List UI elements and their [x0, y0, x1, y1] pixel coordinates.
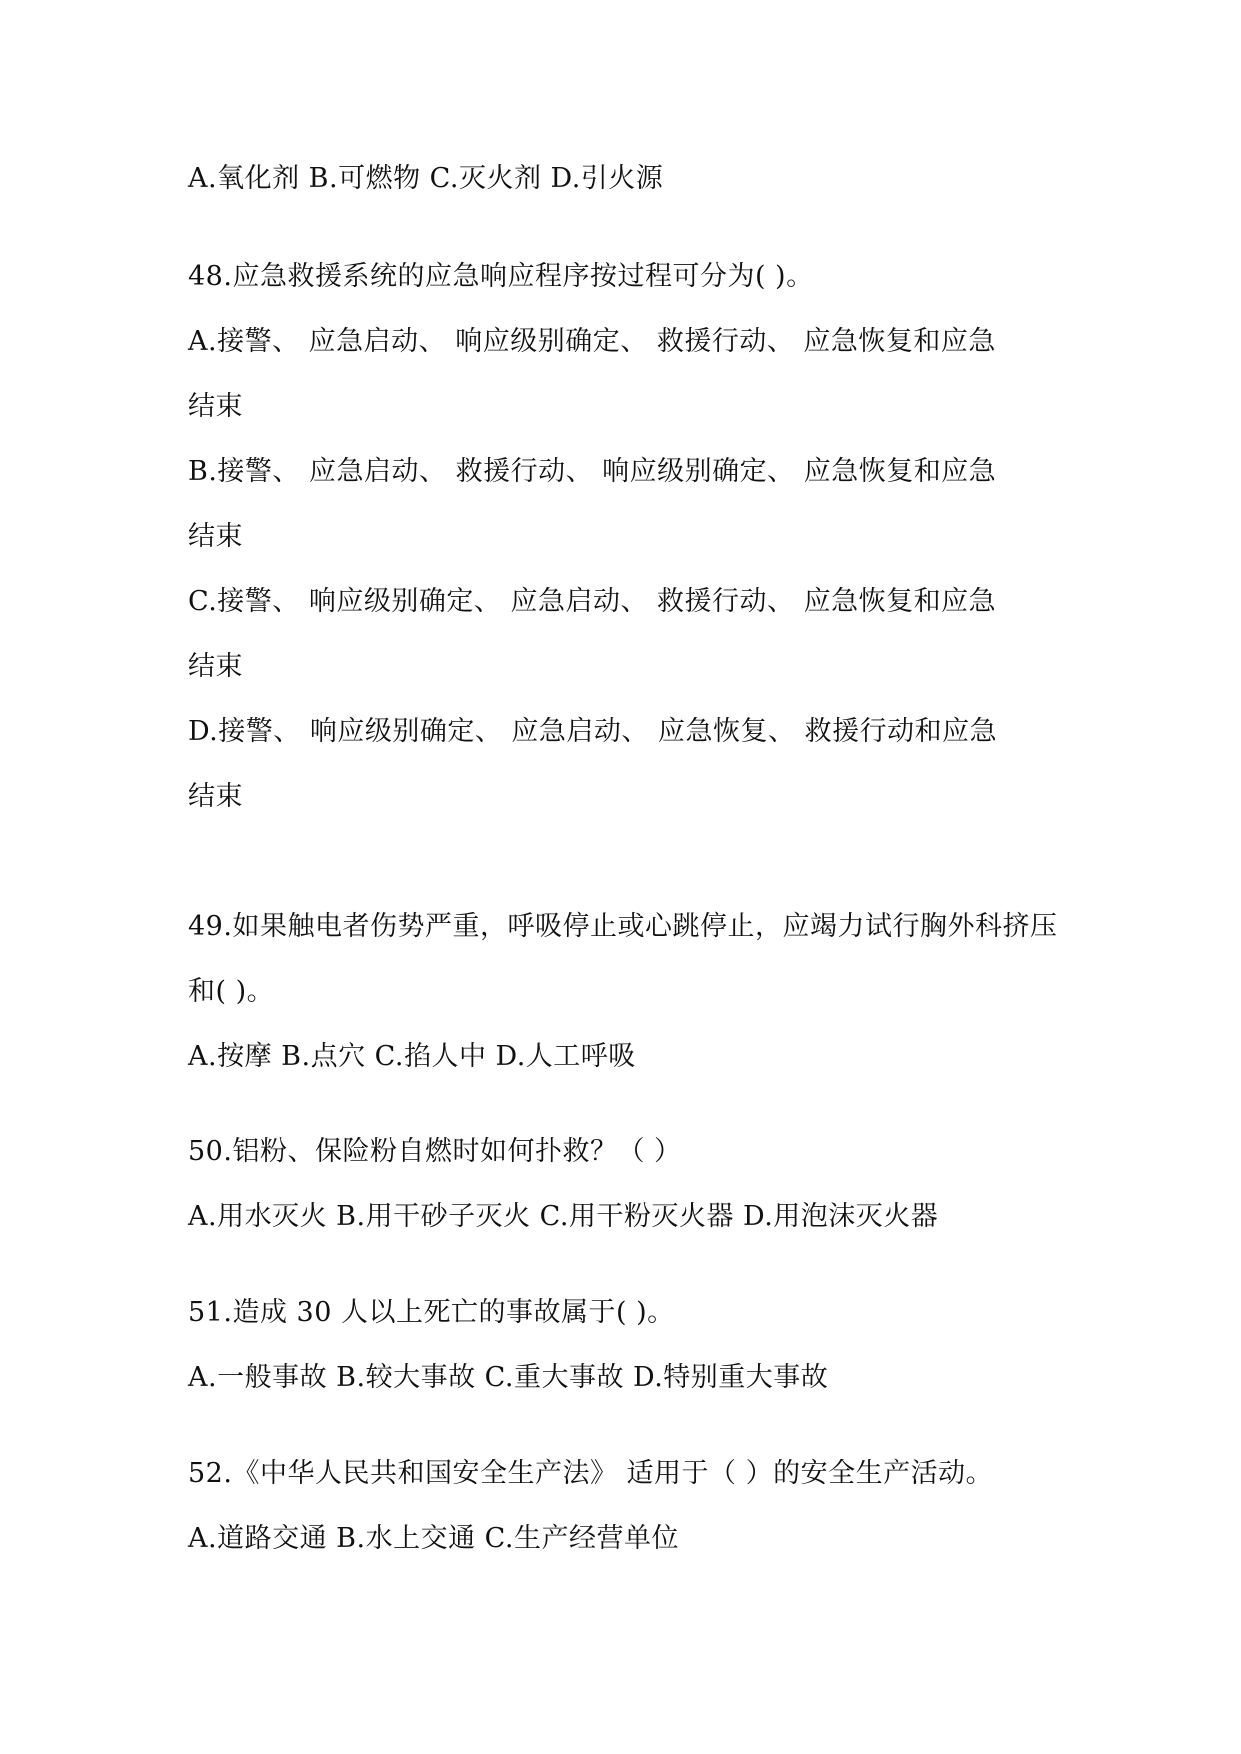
q52-stem: 52.《中华人民共和国安全生产法》 适用于（ ）的安全生产活动。 [188, 1458, 994, 1489]
q51-options: A.一般事故 B.较大事故 C.重大事故 D.特别重大事故 [188, 1362, 829, 1393]
q50-options: A.用水灭火 B.用干砂子灭火 C.用干粉灭火器 D.用泡沫灭火器 [188, 1201, 939, 1232]
q50-stem: 50.铝粉、保险粉自燃时如何扑救？（ ） [188, 1136, 682, 1167]
q49-stem: 49.如果触电者伤势严重，呼吸停止或心跳停止，应竭力试行胸外科挤压 [188, 911, 1058, 942]
q48-option-a: A.接警、 应急启动、 响应级别确定、 救援行动、 应急恢复和应急 [188, 326, 996, 357]
q48-option-d: D.接警、 响应级别确定、 应急启动、 应急恢复、 救援行动和应急 [188, 716, 998, 747]
q48-option-d-continued: 结束 [188, 781, 243, 812]
q47-options: A.氧化剂 B.可燃物 C.灭火剂 D.引火源 [188, 163, 664, 194]
q48-option-b-continued: 结束 [188, 521, 243, 552]
q48-option-b: B.接警、 应急启动、 救援行动、 响应级别确定、 应急恢复和应急 [188, 456, 997, 487]
q48-option-c: C.接警、 响应级别确定、 应急启动、 救援行动、 应急恢复和应急 [188, 586, 997, 617]
q49-stem-continued: 和( )。 [188, 976, 275, 1007]
q49-options: A.按摩 B.点穴 C.掐人中 D.人工呼吸 [188, 1041, 636, 1072]
q52-options: A.道路交通 B.水上交通 C.生产经营单位 [188, 1523, 679, 1554]
q48-option-a-continued: 结束 [188, 391, 243, 422]
q48-option-c-continued: 结束 [188, 651, 243, 682]
q51-stem: 51.造成 30 人以上死亡的事故属于( )。 [188, 1297, 675, 1328]
q48-stem: 48.应急救援系统的应急响应程序按过程可分为( )。 [188, 261, 814, 292]
